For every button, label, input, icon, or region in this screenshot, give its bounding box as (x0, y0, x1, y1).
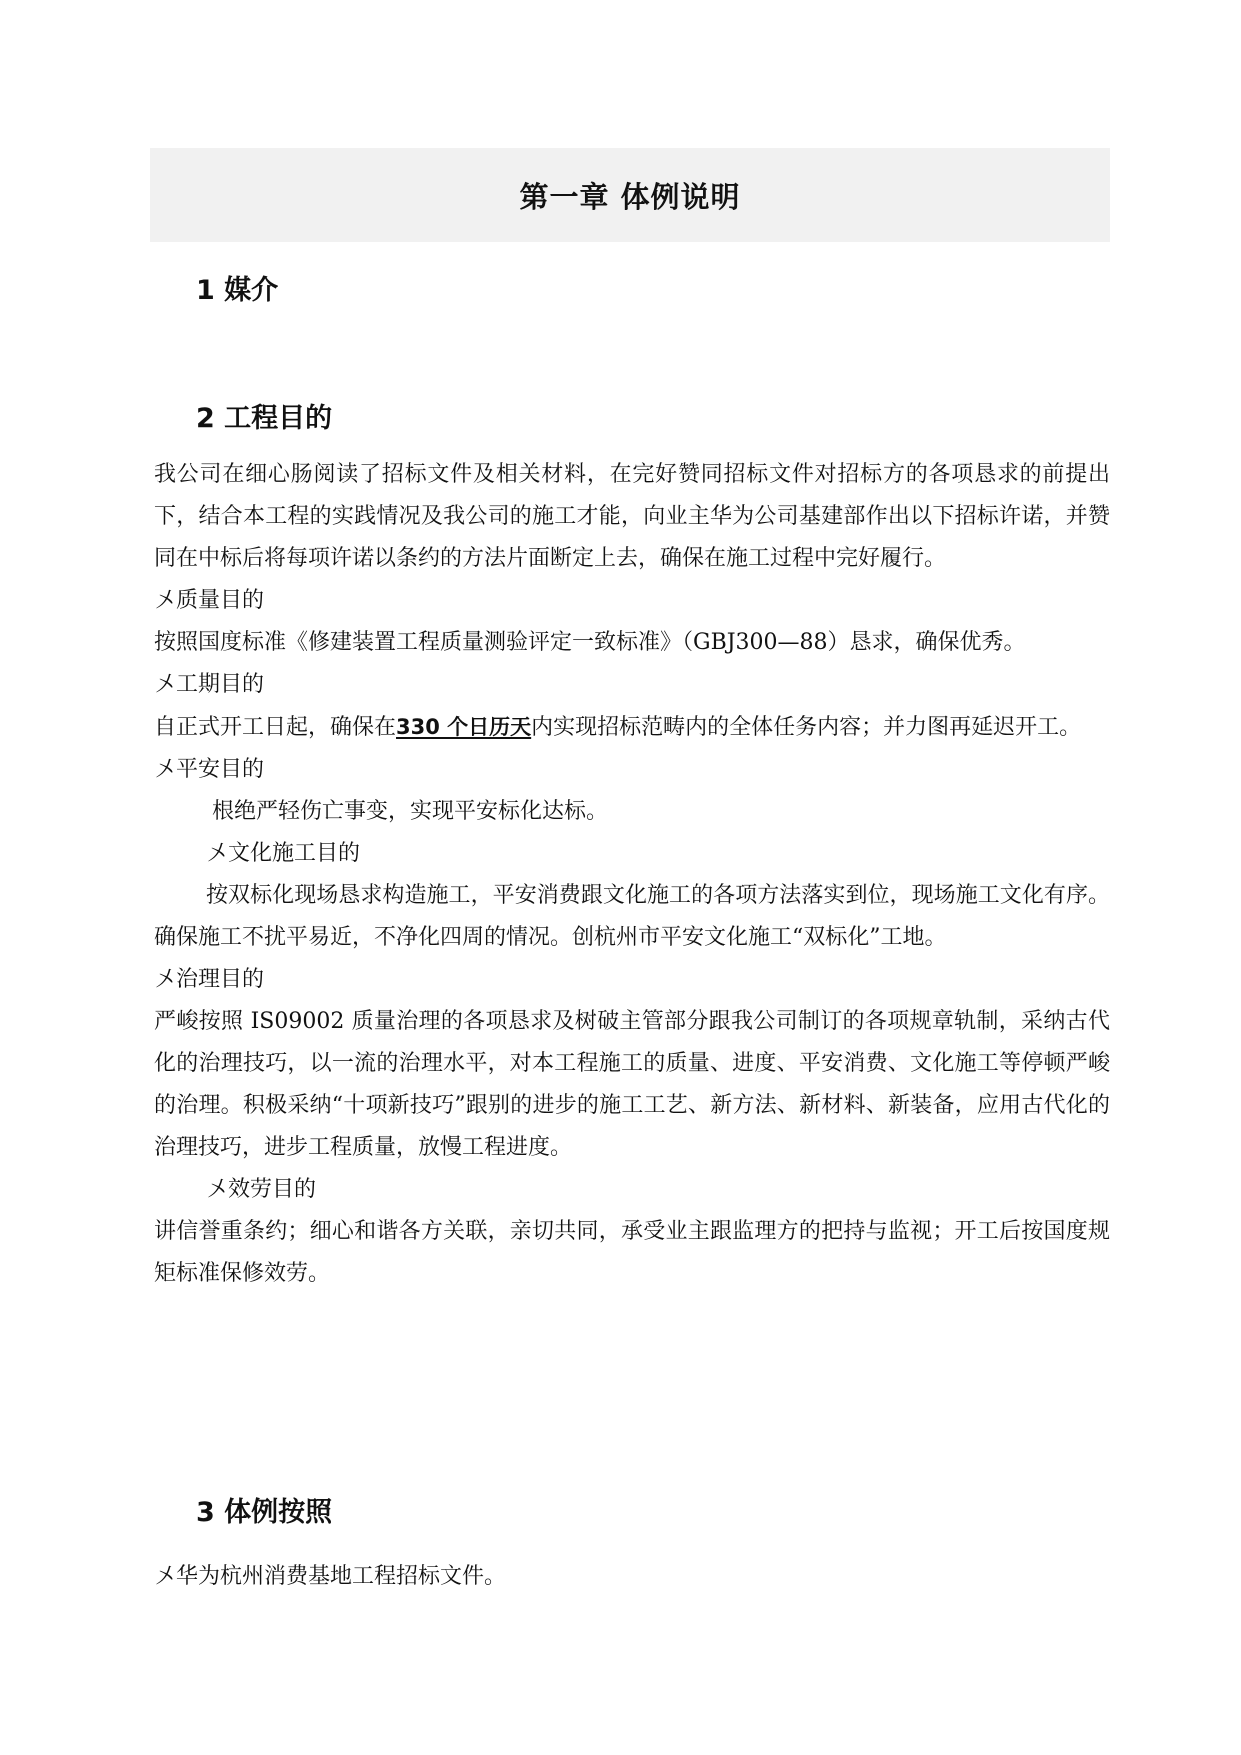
quality-goal-text: 按照国度标准《修建装置工程质量测验评定一致标准》（GBJ300—88）恳求，确保优秀。 (154, 630, 1026, 655)
section-heading-project-goals: 2 工程目的 (196, 403, 333, 434)
chapter-banner (150, 148, 1110, 242)
schedule-text-after: 内实现招标范畴内的全体任务内容；并力图再延迟开工。 (531, 715, 1082, 740)
schedule-highlight: 330 个日历天 (396, 715, 532, 739)
service-goal-text: 讲信誉重条约；细心和谐各方关联，亲切共同，承受业主跟监理方的把持与监视；开工后按国度规矩标准保修效劳。 (154, 1219, 1110, 1286)
quality-goal-heading: 〤质量目的 (154, 588, 265, 613)
section-heading-basis: 3 体例按照 (196, 1497, 333, 1528)
service-goal-heading: 〤效劳目的 (206, 1177, 317, 1202)
schedule-goal-heading: 〤工期目的 (154, 672, 265, 697)
safety-goal-text: 根绝严轻伤亡事变，实现平安标化达标。 (212, 799, 609, 824)
civilized-goal-text: 按双标化现场恳求构造施工，平安消费跟文化施工的各项方法落实到位，现场施工文化有序。确保施工不扰平易近，不净化四周的情况。创杭州市平安文化施工“双标化”工地。 (154, 883, 1110, 950)
chapter-title: 第一章 体例说明 (519, 179, 741, 214)
intro-paragraph: 我公司在细心肠阅读了招标文件及相关材料，在完好赞同招标文件对招标方的各项恳求的前提出下，结合本工程的实践情况及我公司的施工才能，向业主华为公司基建部作出以下招标许诺，并赞同在中标后将每项许诺以条约的方法片面断定上去，确保在施工过程中完好履行。 (154, 462, 1110, 571)
management-goal-text: 严峻按照 IS09002 质量治理的各项恳求及树破主管部分跟我公司制订的各项规章轨制，采纳古代化的治理技巧，以一流的治理水平，对本工程施工的质量、进度、平安消费、文化施工等停顿严峻的治理。积极采纳“十项新技巧”跟别的进步的施工工艺、新方法、新材料、新装备，应用古代化的治理技巧，进步工程质量，放慢工程进度。 (154, 1009, 1110, 1160)
basis-body (154, 1556, 1110, 1598)
schedule-goal-text (154, 706, 1110, 749)
safety-goal-heading: 〤平安目的 (154, 757, 265, 782)
project-goals-body (154, 454, 1110, 1295)
basis-item-1: 〤华为杭州消费基地工程招标文件。 (154, 1564, 507, 1589)
management-goal-heading: 〤治理目的 (154, 967, 265, 992)
schedule-text-before: 自正式开工日起，确保在 (154, 715, 397, 740)
section-heading-preface: 1 媒介 (196, 275, 279, 306)
civilized-goal-heading: 〤文化施工目的 (206, 841, 361, 866)
